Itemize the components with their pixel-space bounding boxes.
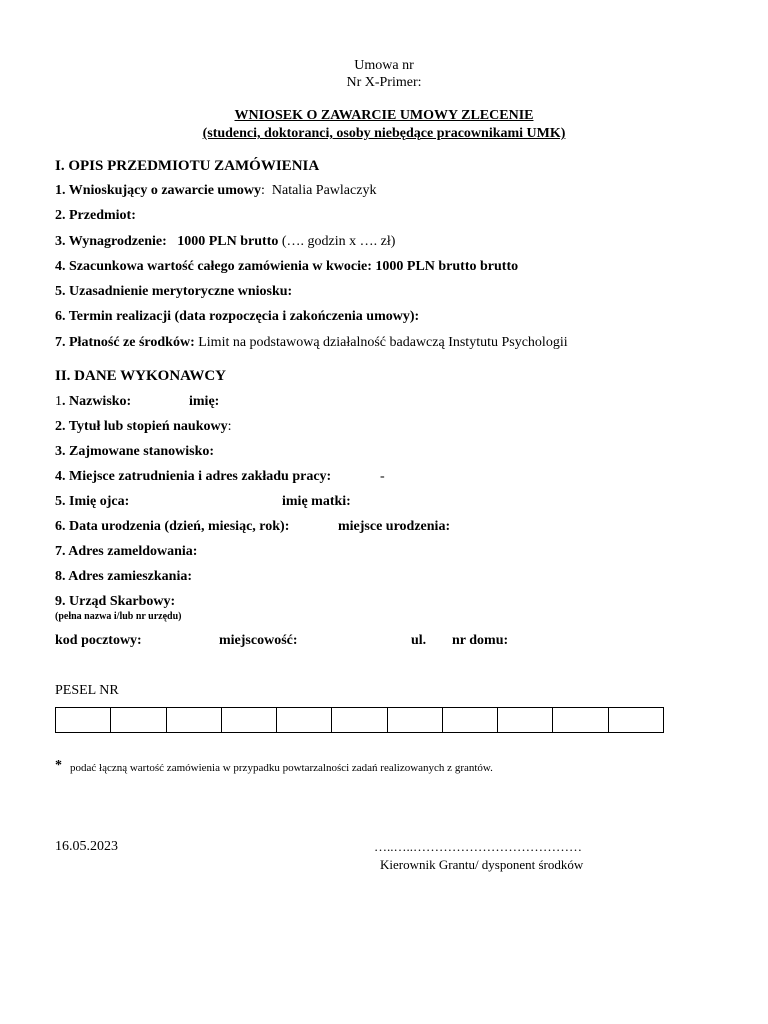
s2-item9-note: (pełna nazwa i/lub nr urzędu): [55, 611, 182, 622]
s2-item8: 8. Adres zamieszkania:: [55, 569, 193, 584]
s2-item1-name-label: imię:: [189, 394, 220, 409]
footnote-mark: *: [55, 758, 62, 773]
pesel-cell: [167, 708, 222, 732]
postal-code-label: kod pocztowy:: [55, 633, 142, 648]
city-label: miejscowość:: [219, 633, 298, 648]
document-subtitle: (studenci, doktoranci, osoby niebędące pracownikami UMK): [202, 126, 566, 141]
s2-item2-label: 2. Tytuł lub stopień naukowy: [55, 419, 228, 434]
signature-label: Kierownik Grantu/ dysponent środków: [380, 857, 584, 872]
s2-item2: [55, 419, 232, 435]
s2-item6-birthplace-label: miejsce urodzenia:: [338, 519, 451, 534]
s2-item1-num: 1: [55, 394, 62, 409]
s1-item6: 6. Termin realizacji (data rozpoczęcia i zakończenia umowy):: [55, 309, 420, 324]
s1-item3-extra: (…. godzin x …. zł): [281, 234, 396, 249]
s2-item9: 9. Urząd Skarbowy:: [55, 594, 176, 609]
pesel-cell: [332, 708, 387, 732]
s2-item6: 6. Data urodzenia (dzień, miesiąc, rok):: [55, 519, 290, 534]
pesel-cell: [388, 708, 443, 732]
s2-item5: 5. Imię ojca:: [55, 494, 130, 509]
s1-item1: [55, 183, 376, 199]
section1-heading: I. OPIS PRZEDMIOTU ZAMÓWIENIA: [55, 158, 320, 174]
pesel-cell: [222, 708, 277, 732]
s1-item1-value: Natalia Pawlaczyk: [271, 183, 377, 198]
pesel-cell: [553, 708, 608, 732]
s2-item7: 7. Adres zameldowania:: [55, 544, 198, 559]
pesel-cell: [277, 708, 332, 732]
signature-line: …..…..…………………………………: [374, 839, 582, 854]
s1-item3-value: 1000 PLN brutto: [177, 234, 279, 249]
s1-item3: [55, 234, 395, 250]
primer-number-label: Nr X-Primer:: [346, 75, 422, 90]
s2-item1: [55, 394, 131, 410]
pesel-cell: [609, 708, 663, 732]
footnote-text: podać łączną wartość zamówienia w przypadku powtarzalności zadań realizowanych z grantów.: [70, 762, 493, 774]
s1-item3-label: 3. Wynagrodzenie:: [55, 234, 167, 249]
contract-number-label: Umowa nr: [354, 58, 414, 73]
s2-item3: 3. Zajmowane stanowisko:: [55, 444, 215, 459]
pesel-cell: [443, 708, 498, 732]
house-number-label: nr domu:: [452, 633, 509, 648]
s2-item4: 4. Miejsce zatrudnienia i adres zakładu pracy:: [55, 469, 332, 484]
street-label: ul.: [411, 633, 427, 648]
s2-item2-colon: :: [227, 419, 232, 434]
s2-item4-value: -: [380, 469, 385, 484]
document-title: WNIOSEK O ZAWARCIE UMOWY ZLECENIE: [234, 108, 534, 123]
s1-item2: 2. Przedmiot:: [55, 208, 136, 223]
pesel-cell: [498, 708, 553, 732]
s1-item4: 4. Szacunkowa wartość całego zamówienia w kwocie: 1000 PLN brutto brutto: [55, 259, 519, 274]
s2-item1-label: . Nazwisko:: [62, 394, 132, 409]
s1-item1-colon: :: [260, 183, 265, 198]
document-date: 16.05.2023: [55, 839, 118, 854]
pesel-cell: [111, 708, 166, 732]
s1-item1-label: 1. Wnioskujący o zawarcie umowy: [55, 183, 261, 198]
s2-item5-mother-label: imię matki:: [282, 494, 351, 509]
pesel-grid: [55, 707, 664, 733]
s1-item7-value: Limit na podstawową działalność badawczą Instytutu Psychologii: [198, 335, 568, 350]
s1-item5: 5. Uzasadnienie merytoryczne wniosku:: [55, 284, 293, 299]
s1-item7-label: 7. Płatność ze środków:: [55, 335, 195, 350]
pesel-cell: [56, 708, 111, 732]
section2-heading: II. DANE WYKONAWCY: [55, 368, 226, 384]
pesel-label: PESEL NR: [55, 683, 119, 698]
s1-item7: [55, 335, 568, 351]
